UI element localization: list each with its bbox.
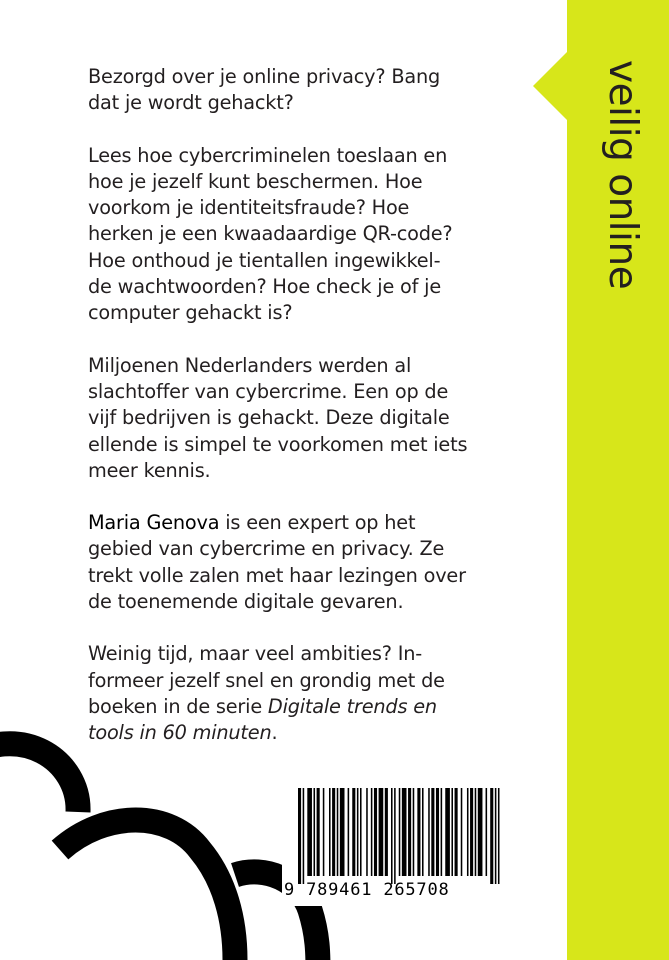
barcode-bar [340,788,345,876]
spine-title: veilig online [600,60,645,290]
isbn-barcode [282,788,508,906]
barcode-bar [399,788,401,876]
barcode-bar [431,788,434,876]
barcode-bar [467,788,469,876]
barcode-bar [495,788,497,884]
blurb [88,64,548,747]
series-title: Digitale trends en [267,694,437,718]
series-title-cont: tools in 60 minuten [88,721,272,745]
barcode-bar [391,788,393,884]
barcode-bar [461,788,463,876]
barcode-bar [360,788,362,876]
barcode-bar [323,788,325,876]
isbn-number: 9 789461 265708 [284,880,450,900]
barcode-bar [408,788,411,876]
barcode-bar [374,788,377,876]
barcode-bar [498,788,500,884]
barcode-bar [445,788,450,876]
paragraph-questions: Lees hoe cybercriminelen toeslaan en hoe je jezelf kunt beschermen. Hoe voorkom je identiteitsfraude? Hoe herken je een kwaadaardige QR-code? Hoe onthoud je tientallen ingewikkel- de wachtwoorden? Hoe check je of je computer gehackt is? [88,143,453,325]
barcode-bar [470,788,473,876]
barcode-bar [475,788,477,876]
barcode-bar [478,788,483,876]
barcode-bar [402,788,407,876]
barcode-bar [337,788,339,876]
barcode-bar [371,788,373,876]
author-name: Maria Genova [88,511,220,535]
paragraph-author: Maria Genova is een expert op het gebied van cybercrime en privacy. Ze trekt volle zalen met haar lezingen over de toenemende digitale gevaren. [88,511,466,614]
barcode-bar [441,788,443,876]
barcode-bar [385,788,388,876]
barcode-bar [352,788,355,876]
barcode-bar [413,788,415,876]
barcode-bar [428,788,430,876]
barcode-bar [366,788,368,876]
paragraph-intro: Bezorgd over je online privacy? Bang dat je wordt gehackt? [88,65,441,115]
barcode-bar [486,788,488,876]
barcode-bar [307,788,312,876]
paragraph-series: Weinig tijd, maar veel ambities? In- formeer jezelf snel en grondig met de boeken in de serie Digitale trends en tools in 60 minuten. [88,642,445,745]
barcode-bar [379,788,384,876]
barcode-bar [314,788,316,876]
barcode-bar [422,788,424,876]
barcode-bar [303,788,305,884]
barcode-bar [451,788,453,876]
barcode-bar [357,788,359,876]
barcode-bar [417,788,420,876]
barcode-bar [394,788,396,884]
barcode-bar [317,788,320,876]
barcode-bar [329,788,331,876]
barcode-bar [332,788,335,876]
barcode-bar [455,788,458,876]
barcode-bar [436,788,439,876]
paragraph-facts: Miljoenen Nederlanders werden al slachtoffer van cybercrime. Een op de vijf bedrijven is gehackt. Deze digitale ellende is simpel te voorkomen met iets meer kennis. [88,353,468,482]
barcode-bar [348,788,350,876]
barcode-bar [490,788,493,884]
barcode-bar [298,788,301,884]
